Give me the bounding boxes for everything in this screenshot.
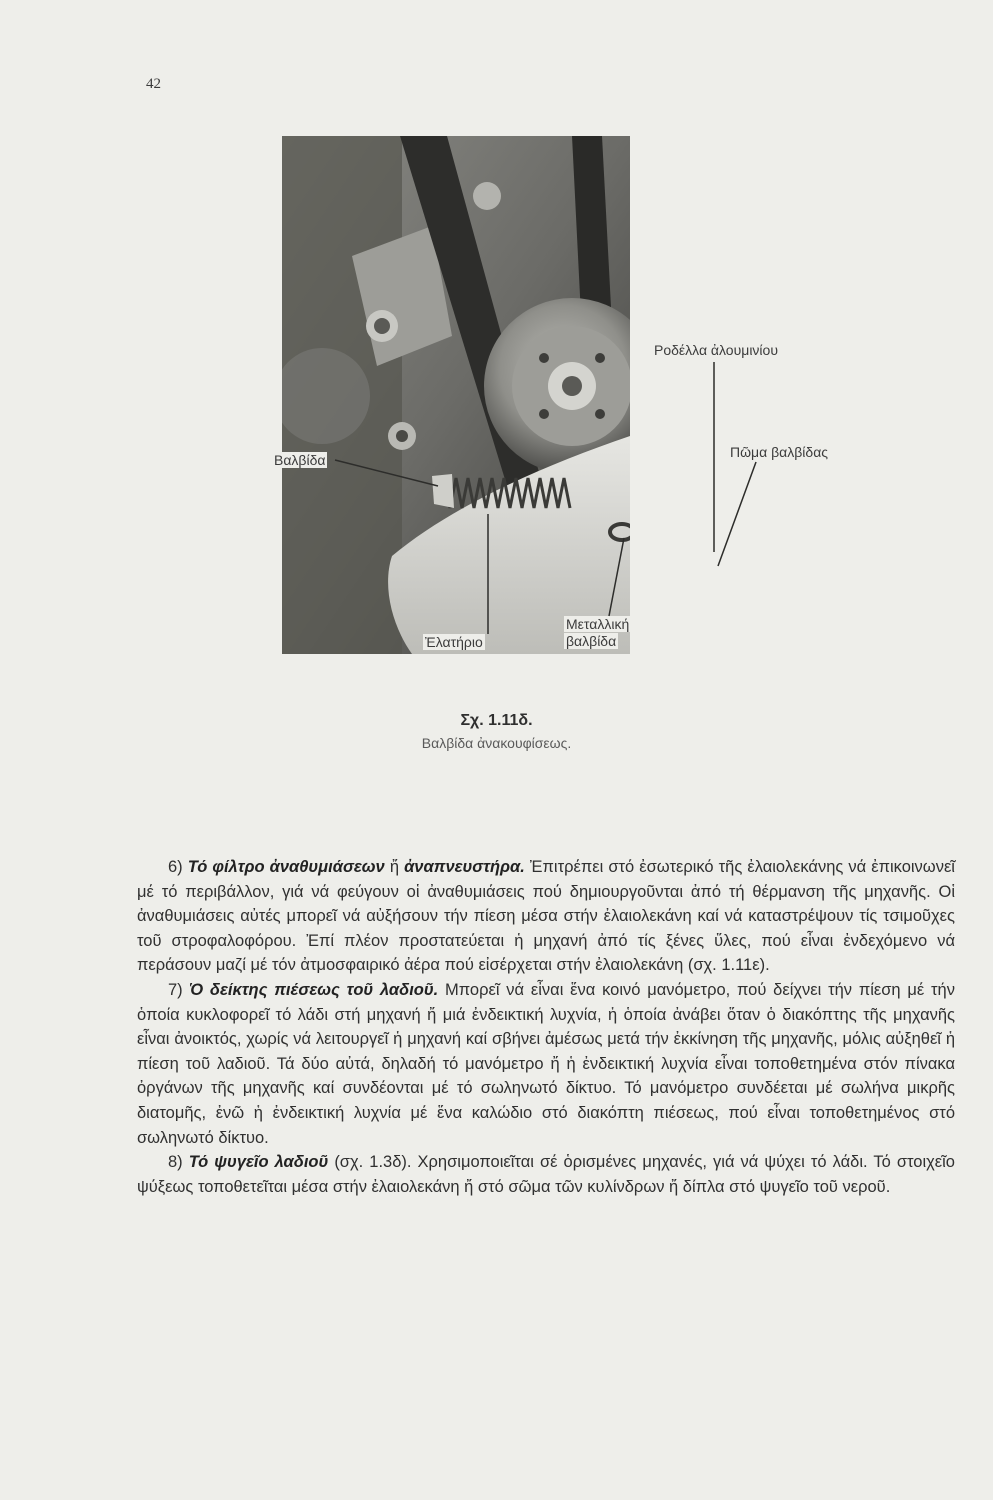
- figure-caption-title: Σχ. 1.11δ.: [460, 712, 533, 729]
- paragraph-7: [137, 978, 955, 1150]
- paragraph-6: [137, 855, 955, 978]
- callout-leader-lines: [0, 0, 993, 700]
- callout-valve-cap: Πῶμα βαλβίδας: [730, 444, 829, 460]
- figure-caption-text: Βαλβίδα ἀνακουφίσεως.: [421, 735, 572, 751]
- callout-aluminium-roller: Ροδέλλα ἀλουμινίου: [654, 342, 778, 358]
- callout-metal-washer-line1: Μεταλλική: [566, 616, 630, 632]
- callout-spring: Ἐλατήριο: [425, 634, 483, 650]
- leader-metal-washer: [609, 538, 624, 616]
- paragraph-body: Μπορεῖ νά εἶναι ἕνα κοινό μανόμετρο, πού δείχνει τήν πίεση μέ τήν ὁποία κυκλοφορεῖ τό λάδι στή μηχανή ἤ μιά ἐνδεικτική λυχνία, ἡ ὁποία ἀνάβει ὅταν ὁ διακόπτης τῆς μηχανῆς εἶναι ἀνοικτός, χωρίς νά λειτουργεῖ ἡ μηχανή καί σβήνει ἀμέσως μετά τήν ἐκκίνηση τῆς μηχανῆς, μόλις αὐξηθεῖ ἡ πίεση τοῦ λαδιοῦ. Τά δύο αὐτά, δηλαδή τό μανόμετρο ἤ ἡ ἐνδεικτική λυχνία εἶναι τοποθετημένα στόν πίνακα ὀργάνων τῆς μηχανῆς καί συνδέονται μέ τό σωληνωτό δίκτυο. Τό μανόμετρο συνδέεται μέ σωλήνα μικρῆς διατομῆς, ἐνῶ ἡ ἐνδεικτική λυχνία μέ ἕνα καλώδιο στό διακόπτη πιέσεως, πού εἶναι τοποθετημένος στό σωληνωτό δίκτυο.: [137, 980, 955, 1147]
- callout-metal-washer-line2: βαλβίδα: [566, 633, 617, 649]
- paragraph-heading: Ὁ δείκτης πιέσεως τοῦ λαδιοῦ.: [189, 980, 439, 999]
- item-number: 7): [168, 980, 183, 999]
- page-number: 42: [146, 76, 161, 92]
- paragraph-heading: Τό φίλτρο ἀναθυμιάσεων: [187, 858, 385, 876]
- paragraph-body: Ἐπιτρέπει στό ἐσωτερικό τῆς ἐλαιολεκάνης νά ἐπικοινωνεῖ μέ τό περιβάλλον, γιά νά φεύγουν οἱ ἀναθυμιάσεις πού δημιουργοῦνται ἀπό τή θέρμανση τῆς μηχανῆς. Οἱ ἀναθυμιάσεις αὐτές μπορεῖ νά αὐξήσουν τήν πίεση μέσα στήν ἐλαιολεκάνη καί νά καταστρέψουν τίς τσιμοῦχες τοῦ στροφαλοφόρου. Ἐπί πλέον προστατεύεται ἡ μηχανή ἀπό τίς ξένες ὕλες, πού εἶναι ἐνδεχόμενο νά περάσουν μαζί μέ τόν ἀτμοσφαιρικό ἀέρα πού εἰσέρχεται στήν ἐλαιολεκάνη (σχ. 1.11ε).: [137, 858, 955, 975]
- paragraph-heading-alt: ἀναπνευστήρα.: [404, 858, 525, 876]
- main-text: [137, 855, 955, 1199]
- paragraph-body: (σχ. 1.3δ). Χρησιμοποιεῖται σέ ὁρισμένες μηχανές, γιά νά ψύχει τό λάδι. Τό στοιχεῖο ψύξεως τοποθετεῖται μέσα στήν ἐλαιολεκάνη ἤ στό σῶμα τῶν κυλίνδρων ἤ δίπλα στό ψυγεῖο τοῦ νεροῦ.: [137, 1153, 955, 1196]
- heading-connector: ἤ: [389, 858, 399, 876]
- leader-valve: [335, 460, 438, 486]
- item-number: 6): [168, 858, 183, 876]
- item-number: 8): [168, 1153, 183, 1172]
- paragraph-8: [137, 1150, 955, 1199]
- paragraph-heading: Τό ψυγεῖο λαδιοῦ: [188, 1153, 329, 1172]
- callout-valve: Βαλβίδα: [274, 452, 326, 468]
- leader-valve-cap: [718, 462, 756, 566]
